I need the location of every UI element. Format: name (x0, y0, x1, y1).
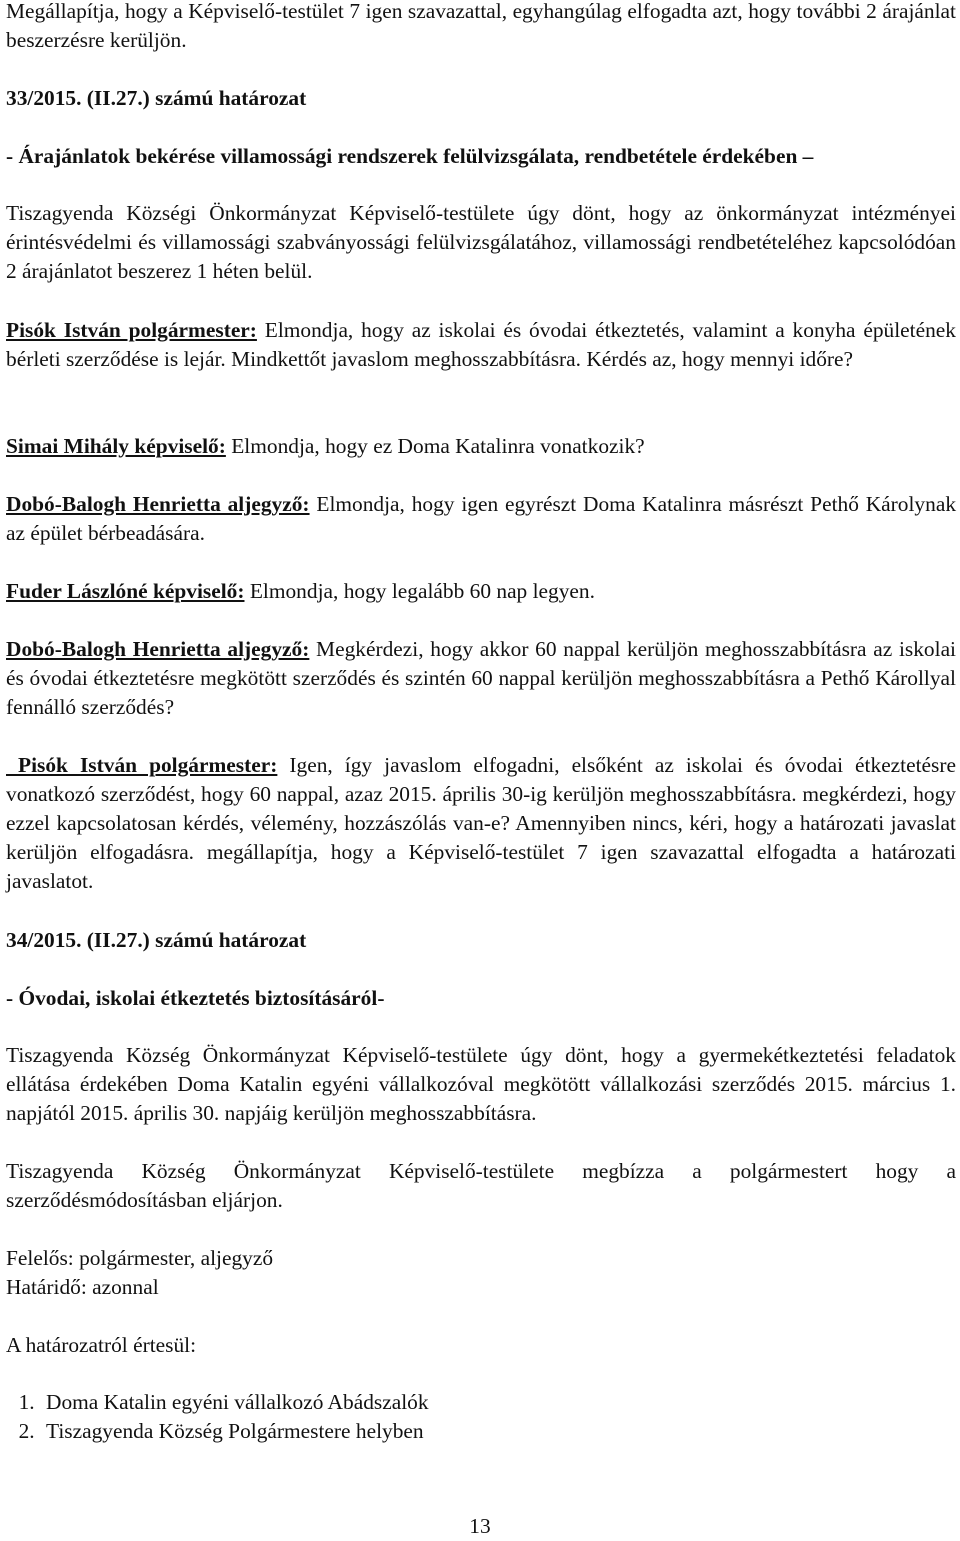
list-item: 1. Doma Katalin egyéni vállalkozó Abádszalók (40, 1388, 429, 1417)
discussion-5 (6, 635, 956, 722)
discussion-6 (6, 751, 956, 896)
responsible-line: Felelős: polgármester, aljegyző (6, 1246, 274, 1270)
page-number: 13 (469, 1514, 491, 1538)
speaker-name: Dobó-Balogh Henrietta aljegyző: (6, 492, 310, 516)
resolution-34-text-2: Tiszagyenda Község Önkormányzat Képviselő-testülete megbízza a polgármestert hogy a szerződésmódosításban eljárjon. (6, 1159, 956, 1212)
speech-text: Elmondja, hogy igen egyrészt Doma Katalinra másrészt Pethő Károlynak az épület bérbeadására. (6, 492, 957, 545)
recipients-list (6, 1388, 429, 1446)
intro-paragraph: Megállapítja, hogy a Képviselő-testület 7 igen szavazattal, egyhangúlag elfogadta azt, hogy további 2 árajánlat beszerzésre kerüljön. (6, 0, 956, 52)
deadline-line: Határidő: azonnal (6, 1275, 159, 1299)
discussion-1 (6, 316, 956, 374)
resolution-34-number: 34/2015. (II.27.) számú határozat (6, 928, 307, 952)
speech-text: Megkérdezi, hogy akkor 60 nappal kerüljön meghosszabbításra az iskolai és óvodai étkeztetésre megkötött szerződés és szintén 60 nappal kerüljön meghosszabbításra a Pethő Károllyal fennálló szerződés? (6, 637, 957, 719)
speaker-name: Simai Mihály képviselő: (6, 434, 226, 458)
discussion-2 (6, 432, 956, 461)
speech-text: Igen, így javaslom elfogadni, elsőként az iskolai és óvodai étkeztetésre vonatkozó szerződést, hogy 60 nappal, azaz 2015. április 30-ig kerüljön meghosszabbításra. megkérdezi, hogy ezzel kapcsolatosan kérdés, vélemény, hozzászólás van-e? Amennyiben nincs, kéri, hogy a határozati javaslat kerüljön elfogadásra. megállapítja, hogy a Képviselő-testület 7 igen szavazattal elfogadta a határozati javaslatot. (6, 753, 956, 893)
speaker-name: Pisók István polgármester: (6, 753, 278, 777)
speaker-name: Fuder Lászlóné képviselő: (6, 579, 245, 603)
notify-label: A határozatról értesül: (6, 1333, 197, 1357)
resolution-33-number: 33/2015. (II.27.) számú határozat (6, 86, 307, 110)
speaker-name: Pisók István polgármester: (6, 318, 257, 342)
list-item: 2. Tiszagyenda Község Polgármestere helyben (40, 1417, 429, 1446)
speaker-name: Dobó-Balogh Henrietta aljegyző: (6, 637, 310, 661)
speech-text: Elmondja, hogy legalább 60 nap legyen. (244, 579, 595, 603)
resolution-34-text-1: Tiszagyenda Község Önkormányzat Képviselő-testülete úgy dönt, hogy a gyermekétkeztetési feladatok ellátása érdekében Doma Katalin egyéni vállalkozóval megkötött vállalkozási szerződés 2015. március 1. napjától 2015. április 30. napjáig kerüljön meghosszabbításra. (6, 1043, 956, 1125)
discussion-3 (6, 490, 956, 548)
resolution-33-text: Tiszagyenda Községi Önkormányzat Képviselő-testülete úgy dönt, hogy az önkormányzat intézményei érintésvédelmi és villamossági szabványossági felülvizsgálatához, villamossági rendbetételéhez kapcsolódóan 2 árajánlatot beszerez 1 héten belül. (6, 201, 956, 283)
resolution-34-subject: - Óvodai, iskolai étkeztetés biztosításáról- (6, 986, 385, 1010)
speech-text: Elmondja, hogy ez Doma Katalinra vonatkozik? (225, 434, 645, 458)
speech-text: Elmondja, hogy az iskolai és óvodai étkeztetés, valamint a konyha épületének bérleti szerződése is lejár. Mindkettőt javaslom meghosszabbításra. Kérdés az, hogy mennyi időre? (6, 318, 956, 371)
discussion-4 (6, 577, 956, 606)
resolution-33-subject: - Árajánlatok bekérése villamossági rendszerek felülvizsgálata, rendbetétele érdekében – (6, 144, 814, 168)
